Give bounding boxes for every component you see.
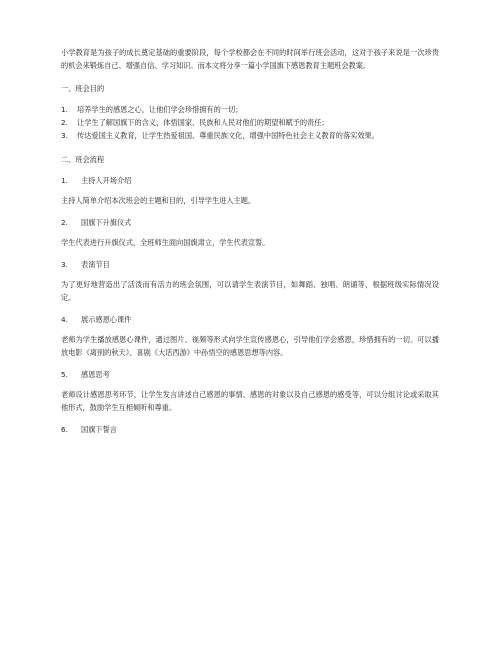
- process-step: [61, 216, 439, 249]
- step-number: 5.: [61, 370, 68, 379]
- step-heading: [61, 423, 439, 436]
- intro-paragraph: 小学教育是为孩子的成长奠定基础的重要阶段，每个学校都会在不同的时间举行班会活动，这对于孩子来说是一次珍贵的机会来锻炼自己、增强自信、学习知识。而本文将分享一篇小学国旗下感恩教育主题班会教案。: [61, 48, 439, 70]
- step-heading: [61, 174, 439, 187]
- step-description: 老师为学生播放感恩心课件，通过图片、视频等形式向学生宣传感恩心，引导他们学会感恩，珍惜拥有的一切。可以播放电影《离别的秋天》、喜剧《大话西游》中孙悟空的感恩思想等内容。: [61, 335, 439, 357]
- goal-text: 让学生了解国旗下的含义，体悟国家、民族和人民对他们的期望和赋予的责任；: [77, 118, 329, 127]
- step-heading: [61, 368, 439, 381]
- goal-item: [61, 129, 439, 142]
- step-description: 主持人简单介绍本次班会的主题和目的，引导学生进入主题。: [61, 196, 256, 205]
- process-step: [61, 368, 439, 414]
- goal-number: 2.: [61, 118, 68, 127]
- step-description: 为了更好地营造出了活泼而有活力的班会氛围，可以请学生表演节目，如舞蹈、独唱、朗诵等，根据班级实际情况设定。: [61, 280, 439, 302]
- step-description: 老师设计感恩思考环节，让学生发言讲述自己感恩的事情、感恩的对象以及自己感恩的感受等，可以分组讨论或采取其他形式，鼓励学生互相倾听和尊重。: [61, 390, 439, 412]
- goal-item: [61, 116, 439, 129]
- step-heading: [61, 313, 439, 326]
- goal-text: 培养学生的感恩之心，让他们学会珍惜拥有的一切；: [77, 105, 243, 114]
- goals-list: [61, 103, 439, 142]
- process-step: [61, 258, 439, 304]
- process-step: [61, 174, 439, 207]
- step-number: 3.: [61, 260, 68, 269]
- process-step: [61, 423, 439, 436]
- step-description: 学生代表进行升旗仪式，全班师生面向国旗肃立，学生代表宣誓。: [61, 238, 270, 247]
- goal-item: [61, 103, 439, 116]
- section-title-process: 二、班会流程: [61, 155, 105, 164]
- step-title: 主持人开场介绍: [81, 176, 132, 185]
- step-number: 1.: [61, 176, 68, 185]
- goal-text: 传达爱国主义教育，让学生热爱祖国、尊重民族文化，增强中国特色社会主义教育的落实效果。: [77, 131, 379, 140]
- step-title: 国旗下誓言: [81, 425, 117, 434]
- step-title: 感恩思考: [81, 370, 110, 379]
- step-number: 4.: [61, 315, 68, 324]
- step-heading: [61, 258, 439, 271]
- step-number: 6.: [61, 425, 68, 434]
- step-title: 表演节目: [81, 260, 110, 269]
- step-title: 展示感恩心课件: [81, 315, 132, 324]
- step-number: 2.: [61, 218, 68, 227]
- goal-number: 3.: [61, 131, 68, 140]
- step-title: 国旗下升旗仪式: [81, 218, 132, 227]
- section-title-goals: 一、班会目的: [61, 84, 105, 93]
- step-heading: [61, 216, 439, 229]
- goal-number: 1.: [61, 105, 68, 114]
- process-step: [61, 313, 439, 359]
- document-content: [61, 46, 439, 443]
